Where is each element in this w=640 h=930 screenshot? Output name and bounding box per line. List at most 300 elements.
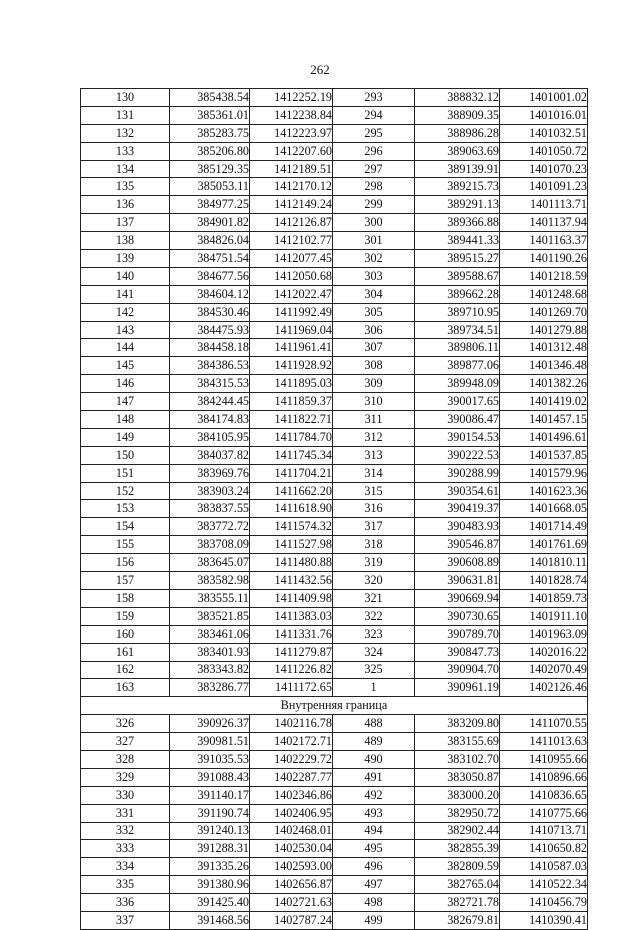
table-cell: 390904.70 bbox=[415, 661, 500, 679]
table-cell: 1412102.77 bbox=[250, 232, 333, 250]
table-cell: 1401279.88 bbox=[500, 321, 588, 339]
table-cell: 391088.43 bbox=[170, 768, 250, 786]
table-cell: 1401810.11 bbox=[500, 554, 588, 572]
table-cell: 383209.80 bbox=[415, 715, 500, 733]
table-cell: 383521.85 bbox=[170, 607, 250, 625]
table-cell: 1401761.69 bbox=[500, 536, 588, 554]
section-heading-row bbox=[81, 697, 588, 715]
table-cell: 138 bbox=[81, 232, 170, 250]
table-row bbox=[81, 840, 588, 858]
table-cell: 139 bbox=[81, 250, 170, 268]
table-cell: 391335.26 bbox=[170, 858, 250, 876]
table-cell: 389710.95 bbox=[415, 303, 500, 321]
table-cell: 1411432.56 bbox=[250, 572, 333, 590]
table-cell: 305 bbox=[333, 303, 415, 321]
table-cell: 320 bbox=[333, 572, 415, 590]
table-cell: 334 bbox=[81, 858, 170, 876]
table-cell: 1411704.21 bbox=[250, 464, 333, 482]
table-cell: 384826.04 bbox=[170, 232, 250, 250]
table-cell: 1401137.94 bbox=[500, 214, 588, 232]
table-cell: 1401050.72 bbox=[500, 142, 588, 160]
table-cell: 1411331.76 bbox=[250, 625, 333, 643]
table-cell: 391140.17 bbox=[170, 786, 250, 804]
table-cell: 493 bbox=[333, 804, 415, 822]
table-cell: 390288.99 bbox=[415, 464, 500, 482]
table-cell: 1401496.61 bbox=[500, 428, 588, 446]
table-cell: 1401382.26 bbox=[500, 375, 588, 393]
table-cell: 322 bbox=[333, 607, 415, 625]
table-cell: 308 bbox=[333, 357, 415, 375]
table-row bbox=[81, 178, 588, 196]
table-cell: 1401714.49 bbox=[500, 518, 588, 536]
table-cell: 1411784.70 bbox=[250, 428, 333, 446]
table-cell: 388909.35 bbox=[415, 106, 500, 124]
table-cell: 298 bbox=[333, 178, 415, 196]
table-cell: 384977.25 bbox=[170, 196, 250, 214]
table-cell: 389877.06 bbox=[415, 357, 500, 375]
table-cell: 323 bbox=[333, 625, 415, 643]
table-cell: 389291.13 bbox=[415, 196, 500, 214]
table-row bbox=[81, 589, 588, 607]
table-cell: 1401248.68 bbox=[500, 285, 588, 303]
table-cell: 151 bbox=[81, 464, 170, 482]
table-cell: 163 bbox=[81, 679, 170, 697]
table-cell: 391288.31 bbox=[170, 840, 250, 858]
table-row bbox=[81, 876, 588, 894]
table-row bbox=[81, 715, 588, 733]
table-cell: 304 bbox=[333, 285, 415, 303]
table-cell: 389215.73 bbox=[415, 178, 500, 196]
table-cell: 333 bbox=[81, 840, 170, 858]
table-cell: 390789.70 bbox=[415, 625, 500, 643]
table-cell: 385438.54 bbox=[170, 89, 250, 107]
table-row bbox=[81, 572, 588, 590]
table-cell: 1402406.95 bbox=[250, 804, 333, 822]
table-cell: 147 bbox=[81, 393, 170, 411]
coordinates-table bbox=[80, 88, 588, 930]
table-row bbox=[81, 911, 588, 929]
table-cell: 1411013.63 bbox=[500, 733, 588, 751]
table-cell: 156 bbox=[81, 554, 170, 572]
table-cell: 1402126.46 bbox=[500, 679, 588, 697]
table-cell: 496 bbox=[333, 858, 415, 876]
table-cell: 132 bbox=[81, 124, 170, 142]
table-cell: 498 bbox=[333, 894, 415, 912]
table-cell: 136 bbox=[81, 196, 170, 214]
table-cell: 383343.82 bbox=[170, 661, 250, 679]
table-cell: 1 bbox=[333, 679, 415, 697]
table-cell: 1410522.34 bbox=[500, 876, 588, 894]
table-cell: 1401070.23 bbox=[500, 160, 588, 178]
table-cell: 390483.93 bbox=[415, 518, 500, 536]
table-cell: 1411409.98 bbox=[250, 589, 333, 607]
table-cell: 383903.24 bbox=[170, 482, 250, 500]
table-cell: 324 bbox=[333, 643, 415, 661]
table-cell: 149 bbox=[81, 428, 170, 446]
table-cell: 1412170.12 bbox=[250, 178, 333, 196]
table-cell: 130 bbox=[81, 89, 170, 107]
table-row bbox=[81, 625, 588, 643]
table-cell: 1411172.65 bbox=[250, 679, 333, 697]
table-cell: 499 bbox=[333, 911, 415, 929]
table-row bbox=[81, 285, 588, 303]
table-cell: 1411822.71 bbox=[250, 411, 333, 429]
table-row bbox=[81, 643, 588, 661]
table-row bbox=[81, 518, 588, 536]
table-cell: 383155.69 bbox=[415, 733, 500, 751]
table-cell: 1402016.22 bbox=[500, 643, 588, 661]
table-cell: 390086.47 bbox=[415, 411, 500, 429]
table-cell: 384037.82 bbox=[170, 446, 250, 464]
table-cell: 300 bbox=[333, 214, 415, 232]
table-cell: 1411745.34 bbox=[250, 446, 333, 464]
table-row bbox=[81, 303, 588, 321]
table-cell: 382765.04 bbox=[415, 876, 500, 894]
table-row bbox=[81, 232, 588, 250]
table-cell: 1411895.03 bbox=[250, 375, 333, 393]
table-cell: 1412207.60 bbox=[250, 142, 333, 160]
table-cell: 384677.56 bbox=[170, 267, 250, 285]
table-row bbox=[81, 858, 588, 876]
table-row bbox=[81, 375, 588, 393]
table-cell: 382902.44 bbox=[415, 822, 500, 840]
table-cell: 1410587.03 bbox=[500, 858, 588, 876]
table-cell: 1401016.01 bbox=[500, 106, 588, 124]
table-cell: 1401579.96 bbox=[500, 464, 588, 482]
table-cell: 316 bbox=[333, 500, 415, 518]
table-cell: 1401457.15 bbox=[500, 411, 588, 429]
table-cell: 1411527.98 bbox=[250, 536, 333, 554]
table-row bbox=[81, 357, 588, 375]
table-cell: 1401911.10 bbox=[500, 607, 588, 625]
table-cell: 1402116.78 bbox=[250, 715, 333, 733]
table-cell: 1412189.51 bbox=[250, 160, 333, 178]
table-cell: 390154.53 bbox=[415, 428, 500, 446]
table-cell: 150 bbox=[81, 446, 170, 464]
table-row bbox=[81, 894, 588, 912]
table-cell: 1401419.02 bbox=[500, 393, 588, 411]
table-cell: 329 bbox=[81, 768, 170, 786]
table-row bbox=[81, 428, 588, 446]
table-cell: 1401537.85 bbox=[500, 446, 588, 464]
table-cell: 153 bbox=[81, 500, 170, 518]
table-cell: 1401963.09 bbox=[500, 625, 588, 643]
table-cell: 495 bbox=[333, 840, 415, 858]
table-cell: 390419.37 bbox=[415, 500, 500, 518]
table-row bbox=[81, 679, 588, 697]
table-cell: 159 bbox=[81, 607, 170, 625]
table-row bbox=[81, 124, 588, 142]
table-cell: 157 bbox=[81, 572, 170, 590]
table-cell: 390017.65 bbox=[415, 393, 500, 411]
table-row bbox=[81, 768, 588, 786]
table-cell: 299 bbox=[333, 196, 415, 214]
table-cell: 492 bbox=[333, 786, 415, 804]
table-cell: 152 bbox=[81, 482, 170, 500]
table-cell: 326 bbox=[81, 715, 170, 733]
table-cell: 1402468.01 bbox=[250, 822, 333, 840]
table-cell: 1402172.71 bbox=[250, 733, 333, 751]
table-cell: 1411618.90 bbox=[250, 500, 333, 518]
table-cell: 1401859.73 bbox=[500, 589, 588, 607]
table-cell: 1410775.66 bbox=[500, 804, 588, 822]
table-cell: 309 bbox=[333, 375, 415, 393]
table-cell: 133 bbox=[81, 142, 170, 160]
table-cell: 154 bbox=[81, 518, 170, 536]
table-cell: 327 bbox=[81, 733, 170, 751]
table-cell: 388832.12 bbox=[415, 89, 500, 107]
table-cell: 1401163.37 bbox=[500, 232, 588, 250]
table-cell: 390730.65 bbox=[415, 607, 500, 625]
table-cell: 1410955.66 bbox=[500, 750, 588, 768]
table-cell: 1401269.70 bbox=[500, 303, 588, 321]
table-cell: 318 bbox=[333, 536, 415, 554]
table-cell: 385129.35 bbox=[170, 160, 250, 178]
table-cell: 1411859.37 bbox=[250, 393, 333, 411]
table-cell: 1412223.97 bbox=[250, 124, 333, 142]
table-cell: 301 bbox=[333, 232, 415, 250]
table-cell: 385361.01 bbox=[170, 106, 250, 124]
table-row bbox=[81, 482, 588, 500]
table-cell: 384751.54 bbox=[170, 250, 250, 268]
table-cell: 148 bbox=[81, 411, 170, 429]
table-cell: 384604.12 bbox=[170, 285, 250, 303]
table-cell: 332 bbox=[81, 822, 170, 840]
table-cell: 1401623.36 bbox=[500, 482, 588, 500]
table-cell: 1411383.03 bbox=[250, 607, 333, 625]
table-cell: 390669.94 bbox=[415, 589, 500, 607]
table-cell: 1402070.49 bbox=[500, 661, 588, 679]
table-cell: 1402787.24 bbox=[250, 911, 333, 929]
table-cell: 390981.51 bbox=[170, 733, 250, 751]
page-number: 262 bbox=[310, 62, 330, 77]
table-cell: 1410390.41 bbox=[500, 911, 588, 929]
table-cell: 389662.28 bbox=[415, 285, 500, 303]
table-cell: 1411969.04 bbox=[250, 321, 333, 339]
table-cell: 330 bbox=[81, 786, 170, 804]
table-cell: 1401001.02 bbox=[500, 89, 588, 107]
table-cell: 383582.98 bbox=[170, 572, 250, 590]
table-cell: 325 bbox=[333, 661, 415, 679]
table-cell: 384315.53 bbox=[170, 375, 250, 393]
table-cell: 315 bbox=[333, 482, 415, 500]
table-cell: 321 bbox=[333, 589, 415, 607]
table-cell: 1410896.66 bbox=[500, 768, 588, 786]
table-cell: 383837.55 bbox=[170, 500, 250, 518]
table-cell: 310 bbox=[333, 393, 415, 411]
table-cell: 1411279.87 bbox=[250, 643, 333, 661]
table-cell: 390546.87 bbox=[415, 536, 500, 554]
table-cell: 1412238.84 bbox=[250, 106, 333, 124]
table-row bbox=[81, 339, 588, 357]
table-cell: 1401668.05 bbox=[500, 500, 588, 518]
table-cell: 312 bbox=[333, 428, 415, 446]
table-cell: 391468.56 bbox=[170, 911, 250, 929]
table-cell: 1401218.59 bbox=[500, 267, 588, 285]
table-cell: 389806.11 bbox=[415, 339, 500, 357]
table-cell: 494 bbox=[333, 822, 415, 840]
table-cell: 383645.07 bbox=[170, 554, 250, 572]
table-cell: 384458.18 bbox=[170, 339, 250, 357]
section-row-group bbox=[81, 697, 588, 715]
table-cell: 143 bbox=[81, 321, 170, 339]
table-row bbox=[81, 267, 588, 285]
table-cell: 1402346.86 bbox=[250, 786, 333, 804]
table-cell: 389063.69 bbox=[415, 142, 500, 160]
table-cell: 1402593.00 bbox=[250, 858, 333, 876]
table-row bbox=[81, 500, 588, 518]
table-cell: 390631.81 bbox=[415, 572, 500, 590]
table-cell: 390847.73 bbox=[415, 643, 500, 661]
table-cell: 328 bbox=[81, 750, 170, 768]
table-cell: 1411992.49 bbox=[250, 303, 333, 321]
table-cell: 391190.74 bbox=[170, 804, 250, 822]
table-cell: 311 bbox=[333, 411, 415, 429]
table-cell: 306 bbox=[333, 321, 415, 339]
table-cell: 1410836.65 bbox=[500, 786, 588, 804]
table-cell: 155 bbox=[81, 536, 170, 554]
table-cell: 391240.13 bbox=[170, 822, 250, 840]
table-cell: 390608.89 bbox=[415, 554, 500, 572]
table-cell: 1410650.82 bbox=[500, 840, 588, 858]
table-cell: 317 bbox=[333, 518, 415, 536]
table-row bbox=[81, 536, 588, 554]
table-cell: 382950.72 bbox=[415, 804, 500, 822]
table-cell: 1401346.48 bbox=[500, 357, 588, 375]
table-row bbox=[81, 804, 588, 822]
table-cell: 162 bbox=[81, 661, 170, 679]
table-cell: 144 bbox=[81, 339, 170, 357]
table-cell: 1401032.51 bbox=[500, 124, 588, 142]
table-cell: 391035.53 bbox=[170, 750, 250, 768]
table-cell: 384475.93 bbox=[170, 321, 250, 339]
table-cell: 383969.76 bbox=[170, 464, 250, 482]
table-cell: 383461.06 bbox=[170, 625, 250, 643]
table-cell: 488 bbox=[333, 715, 415, 733]
table-cell: 331 bbox=[81, 804, 170, 822]
table-cell: 384386.53 bbox=[170, 357, 250, 375]
table-row bbox=[81, 142, 588, 160]
table-cell: 1401828.74 bbox=[500, 572, 588, 590]
table-cell: 1410456.79 bbox=[500, 894, 588, 912]
table-cell: 307 bbox=[333, 339, 415, 357]
table-row bbox=[81, 822, 588, 840]
table-cell: 161 bbox=[81, 643, 170, 661]
table-cell: 1412149.24 bbox=[250, 196, 333, 214]
table-cell: 383050.87 bbox=[415, 768, 500, 786]
table-row bbox=[81, 160, 588, 178]
table-cell: 158 bbox=[81, 589, 170, 607]
table-cell: 1401190.26 bbox=[500, 250, 588, 268]
table-cell: 389515.27 bbox=[415, 250, 500, 268]
table-cell: 1411961.41 bbox=[250, 339, 333, 357]
table-row bbox=[81, 733, 588, 751]
table-cell: 145 bbox=[81, 357, 170, 375]
table-cell: 1402229.72 bbox=[250, 750, 333, 768]
table-cell: 1402287.77 bbox=[250, 768, 333, 786]
table-cell: 1411662.20 bbox=[250, 482, 333, 500]
table-cell: 383708.09 bbox=[170, 536, 250, 554]
table-cell: 1412022.47 bbox=[250, 285, 333, 303]
table-cell: 383555.11 bbox=[170, 589, 250, 607]
table-row bbox=[81, 196, 588, 214]
table-cell: 385283.75 bbox=[170, 124, 250, 142]
table-row bbox=[81, 446, 588, 464]
table-cell: 1402721.63 bbox=[250, 894, 333, 912]
table-cell: 390926.37 bbox=[170, 715, 250, 733]
table-cell: 141 bbox=[81, 285, 170, 303]
table-cell: 297 bbox=[333, 160, 415, 178]
table-cell: 1402530.04 bbox=[250, 840, 333, 858]
table-cell: 390354.61 bbox=[415, 482, 500, 500]
table-cell: 336 bbox=[81, 894, 170, 912]
table-cell: 140 bbox=[81, 267, 170, 285]
table-cell: 389734.51 bbox=[415, 321, 500, 339]
table-cell: 382809.59 bbox=[415, 858, 500, 876]
table-cell: 382679.81 bbox=[415, 911, 500, 929]
table-cell: 293 bbox=[333, 89, 415, 107]
table-cell: 303 bbox=[333, 267, 415, 285]
table-cell: 296 bbox=[333, 142, 415, 160]
table-row bbox=[81, 464, 588, 482]
table-cell: 1411070.55 bbox=[500, 715, 588, 733]
table-cell: 390222.53 bbox=[415, 446, 500, 464]
table-cell: 302 bbox=[333, 250, 415, 268]
table-cell: 335 bbox=[81, 876, 170, 894]
table-cell: 383102.70 bbox=[415, 750, 500, 768]
table-row bbox=[81, 750, 588, 768]
table-cell: 382721.78 bbox=[415, 894, 500, 912]
table-cell: 313 bbox=[333, 446, 415, 464]
table-cell: 391425.40 bbox=[170, 894, 250, 912]
table-cell: 383401.93 bbox=[170, 643, 250, 661]
table-cell: 142 bbox=[81, 303, 170, 321]
table-cell: 337 bbox=[81, 911, 170, 929]
table-cell: 389139.91 bbox=[415, 160, 500, 178]
table-cell: 383000.20 bbox=[415, 786, 500, 804]
table-cell: 1412126.87 bbox=[250, 214, 333, 232]
table-cell: 1412077.45 bbox=[250, 250, 333, 268]
table-cell: 294 bbox=[333, 106, 415, 124]
table-cell: 295 bbox=[333, 124, 415, 142]
table-cell: 390961.19 bbox=[415, 679, 500, 697]
table-cell: 1401312.48 bbox=[500, 339, 588, 357]
table-row bbox=[81, 554, 588, 572]
table-row bbox=[81, 786, 588, 804]
table-cell: 384901.82 bbox=[170, 214, 250, 232]
table-cell: 134 bbox=[81, 160, 170, 178]
table-cell: 1401113.71 bbox=[500, 196, 588, 214]
table-cell: 314 bbox=[333, 464, 415, 482]
section-heading: Внутренняя граница bbox=[81, 697, 588, 715]
table-row bbox=[81, 106, 588, 124]
table-cell: 1410713.71 bbox=[500, 822, 588, 840]
table-cell: 1411226.82 bbox=[250, 661, 333, 679]
table-row bbox=[81, 321, 588, 339]
table-cell: 389366.88 bbox=[415, 214, 500, 232]
table-cell: 489 bbox=[333, 733, 415, 751]
table-cell: 385053.11 bbox=[170, 178, 250, 196]
table-cell: 490 bbox=[333, 750, 415, 768]
table-body-inner bbox=[81, 715, 588, 930]
table-cell: 384105.95 bbox=[170, 428, 250, 446]
table-row bbox=[81, 661, 588, 679]
table-row bbox=[81, 607, 588, 625]
table-row bbox=[81, 89, 588, 107]
table-cell: 135 bbox=[81, 178, 170, 196]
table-cell: 384174.83 bbox=[170, 411, 250, 429]
table-cell: 1402656.87 bbox=[250, 876, 333, 894]
